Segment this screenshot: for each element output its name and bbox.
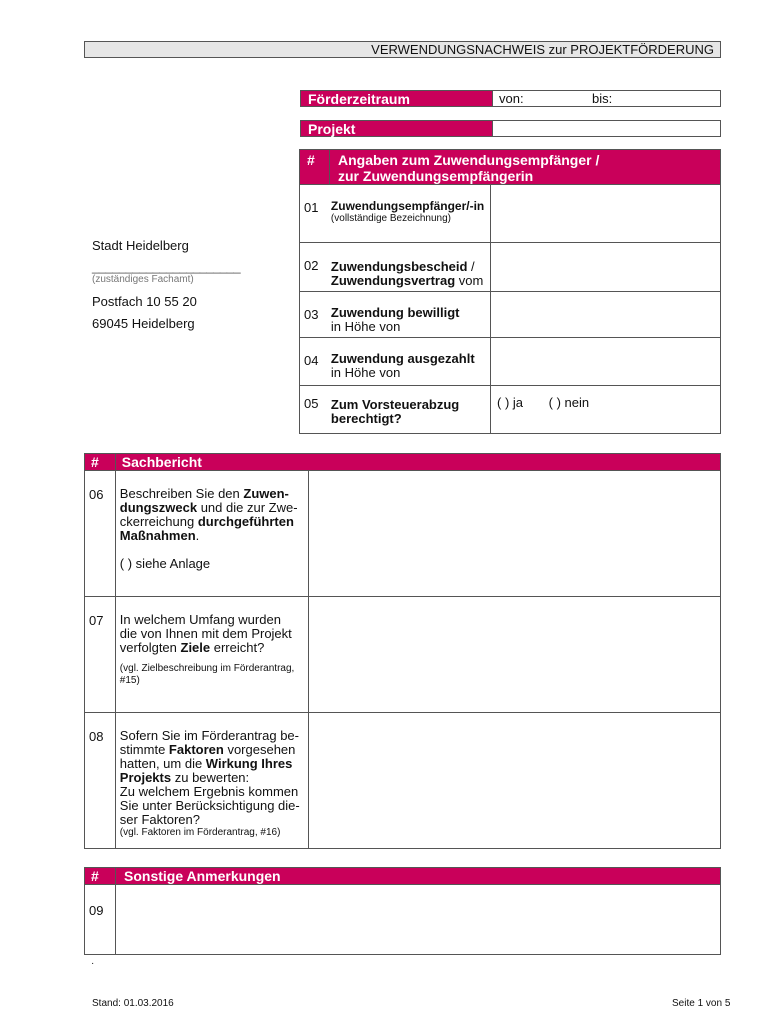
document-title: VERWENDUNGSNACHWEIS zur PROJEKTFÖRDERUNG bbox=[84, 41, 721, 58]
fachamt-line[interactable]: ______________________ bbox=[92, 259, 241, 274]
row-07-num: 07 bbox=[85, 597, 116, 713]
angaben-hash: # bbox=[300, 150, 330, 185]
sonstige-hash: # bbox=[85, 868, 116, 885]
fachamt-note: (zuständiges Fachamt) bbox=[92, 274, 194, 285]
postfach: Postfach 10 55 20 bbox=[92, 294, 197, 309]
city-name: Stadt Heidelberg bbox=[92, 238, 189, 253]
plz-ort: 69045 Heidelberg bbox=[92, 316, 195, 331]
row-03-field[interactable] bbox=[491, 292, 721, 338]
row-04-field[interactable] bbox=[491, 338, 721, 386]
row-03-label: 03 Zuwendung bewilligt in Höhe von bbox=[300, 292, 491, 338]
vorsteuer-nein-option[interactable]: ( ) nein bbox=[548, 395, 590, 410]
vorsteuer-ja-option[interactable]: ( ) ja bbox=[497, 395, 523, 410]
row-08-num: 08 bbox=[85, 713, 116, 849]
row-07-field[interactable] bbox=[309, 597, 721, 713]
row-09-num: 09 bbox=[85, 885, 116, 955]
row-08-label: Sofern Sie im Förderantrag be- stimmte Faktoren vorgesehen hatten, um die Wirkung Ihres Projekts zu bewerten: Zu welchem Ergebnis kommen Sie unter Berücksichtigung die- ser Faktoren? (vgl. Faktoren im Förderantrag, #16) bbox=[115, 713, 308, 849]
sachbericht-title: Sachbericht bbox=[115, 454, 720, 471]
angaben-table bbox=[299, 149, 721, 434]
bis-label: bis: bbox=[592, 91, 613, 106]
siehe-anlage-option[interactable]: ( ) siehe Anlage bbox=[119, 556, 211, 571]
row-08-field[interactable] bbox=[309, 713, 721, 849]
angaben-title: Angaben zum Zuwendungsempfänger / zur Zuwendungsempfängerin bbox=[330, 150, 721, 185]
row-01-field[interactable] bbox=[491, 185, 721, 243]
dot-mark: · bbox=[91, 958, 95, 969]
row-09-field[interactable] bbox=[116, 885, 721, 955]
row-02-field[interactable] bbox=[491, 243, 721, 292]
footer-stand: Stand: 01.03.2016 bbox=[92, 998, 174, 1009]
foerderzeitraum-field[interactable] bbox=[492, 90, 721, 107]
projekt-field[interactable] bbox=[492, 120, 721, 137]
row-07-label: In welchem Umfang wurden die von Ihnen mit dem Projekt verfolgten Ziele erreicht? (vgl. Zielbeschreibung im Förderantrag, #15) bbox=[115, 597, 308, 713]
row-06-field[interactable] bbox=[309, 471, 721, 597]
sonstige-table bbox=[84, 867, 721, 955]
footer-page: Seite 1 von 5 bbox=[672, 998, 731, 1009]
address-block bbox=[92, 238, 240, 331]
vorsteuer-options bbox=[491, 386, 721, 434]
von-label: von: bbox=[499, 91, 524, 106]
row-04-label: 04 Zuwendung ausgezahlt in Höhe von bbox=[300, 338, 491, 386]
foerderzeitraum-label: Förderzeitraum bbox=[300, 90, 493, 107]
sachbericht-table bbox=[84, 453, 721, 849]
sonstige-title: Sonstige Anmerkungen bbox=[116, 868, 721, 885]
projekt-label: Projekt bbox=[300, 120, 493, 137]
row-01-label: 01 Zuwendungsempfänger/-in (vollständige Bezeichnung) bbox=[300, 185, 491, 243]
row-05-label: 05 Zum Vorsteuerabzug berechtigt? bbox=[300, 386, 491, 434]
row-06-label: Beschreiben Sie den Zuwen- dungszweck und die zur Zwe- ckerreichung durchgeführten Maßnahmen. ( ) siehe Anlage bbox=[115, 471, 308, 597]
row-02-label: 02 Zuwendungsbescheid / Zuwendungsvertrag vom bbox=[300, 243, 491, 292]
sachbericht-hash: # bbox=[85, 454, 116, 471]
row-06-num: 06 bbox=[85, 471, 116, 597]
